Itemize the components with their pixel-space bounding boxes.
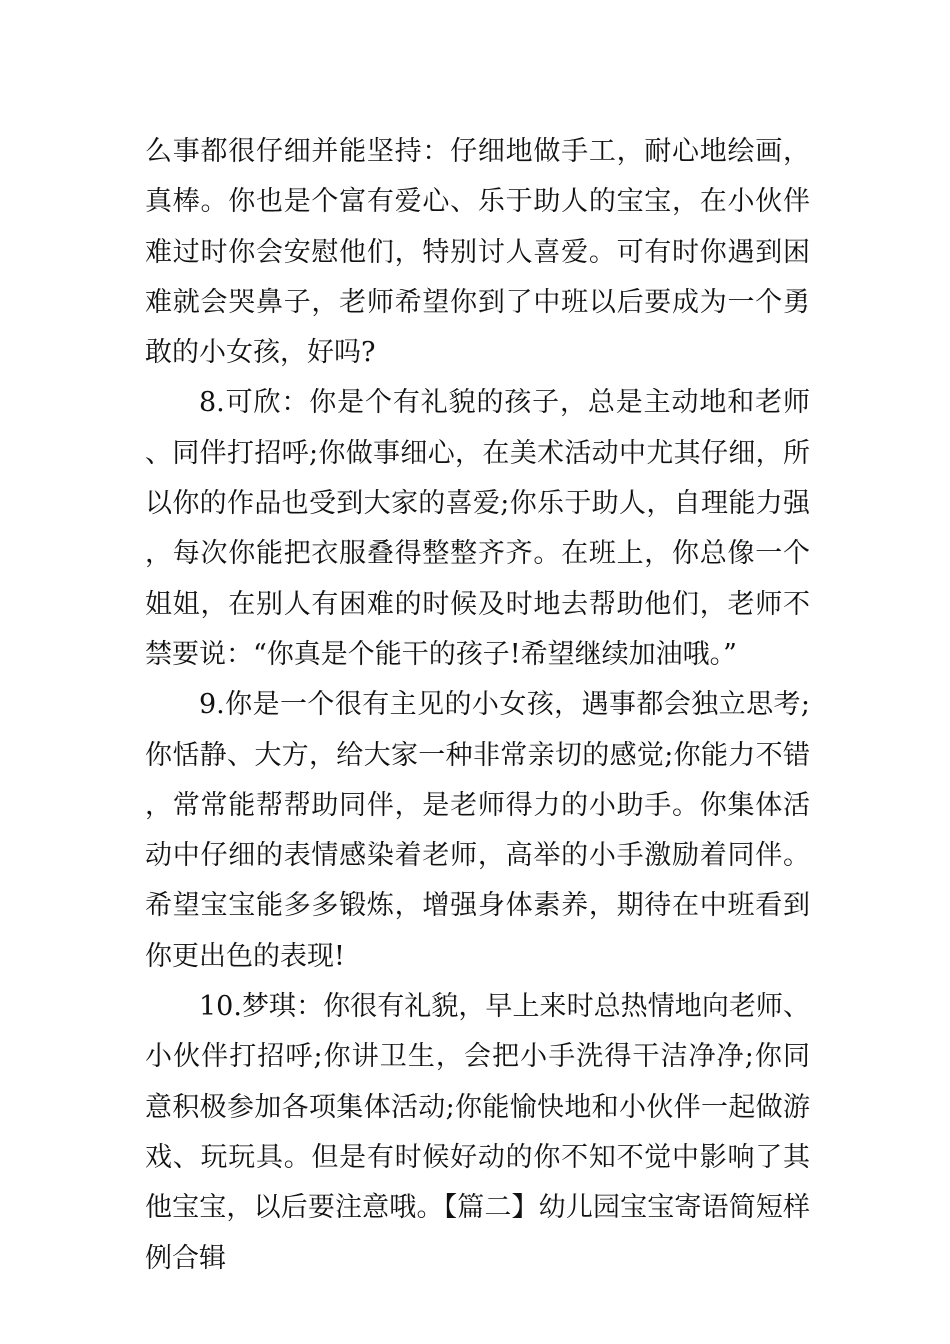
paragraph-continuation: 么事都很仔细并能坚持：仔细地做手工，耐心地绘画，真棒。你也是个富有爱心、乐于助人的宝宝，在小伙伴难过时你会安慰他们，特别讨人喜爱。可有时你遇到困难就会哭鼻子，老师希望你到了中班以后要成为一个勇敢的小女孩，好吗? [145, 136, 810, 369]
paragraph-item-8: 8.可欣：你是个有礼貌的孩子，总是主动地和老师、同伴打招呼;你做事细心，在美术活动中尤其仔细，所以你的作品也受到大家的喜爱;你乐于助人，自理能力强，每次你能把衣服叠得整整齐齐。在班上，你总像一个姐姐，在别人有困难的时候及时地去帮助他们，老师不禁要说：“你真是个能干的孩子!希望继续加油哦。” [145, 387, 810, 670]
paragraph-item-9: 9.你是一个很有主见的小女孩，遇事都会独立思考;你恬静、大方，给大家一种非常亲切的感觉;你能力不错，常常能帮帮助同伴，是老师得力的小助手。你集体活动中仔细的表情感染着老师，高举的小手激励着同伴。希望宝宝能多多锻炼，增强身体素养，期待在中班看到你更出色的表现! [145, 689, 810, 972]
document-body [145, 127, 810, 1284]
paragraph-item-10: 10.梦琪：你很有礼貌，早上来时总热情地向老师、小伙伴打招呼;你讲卫生，会把小手洗得干洁净净;你同意积极参加各项集体活动;你能愉快地和小伙伴一起做游戏、玩玩具。但是有时候好动的你不知不觉中影响了其他宝宝，以后要注意哦。【篇二】幼儿园宝宝寄语简短样例合辑 [145, 991, 810, 1274]
